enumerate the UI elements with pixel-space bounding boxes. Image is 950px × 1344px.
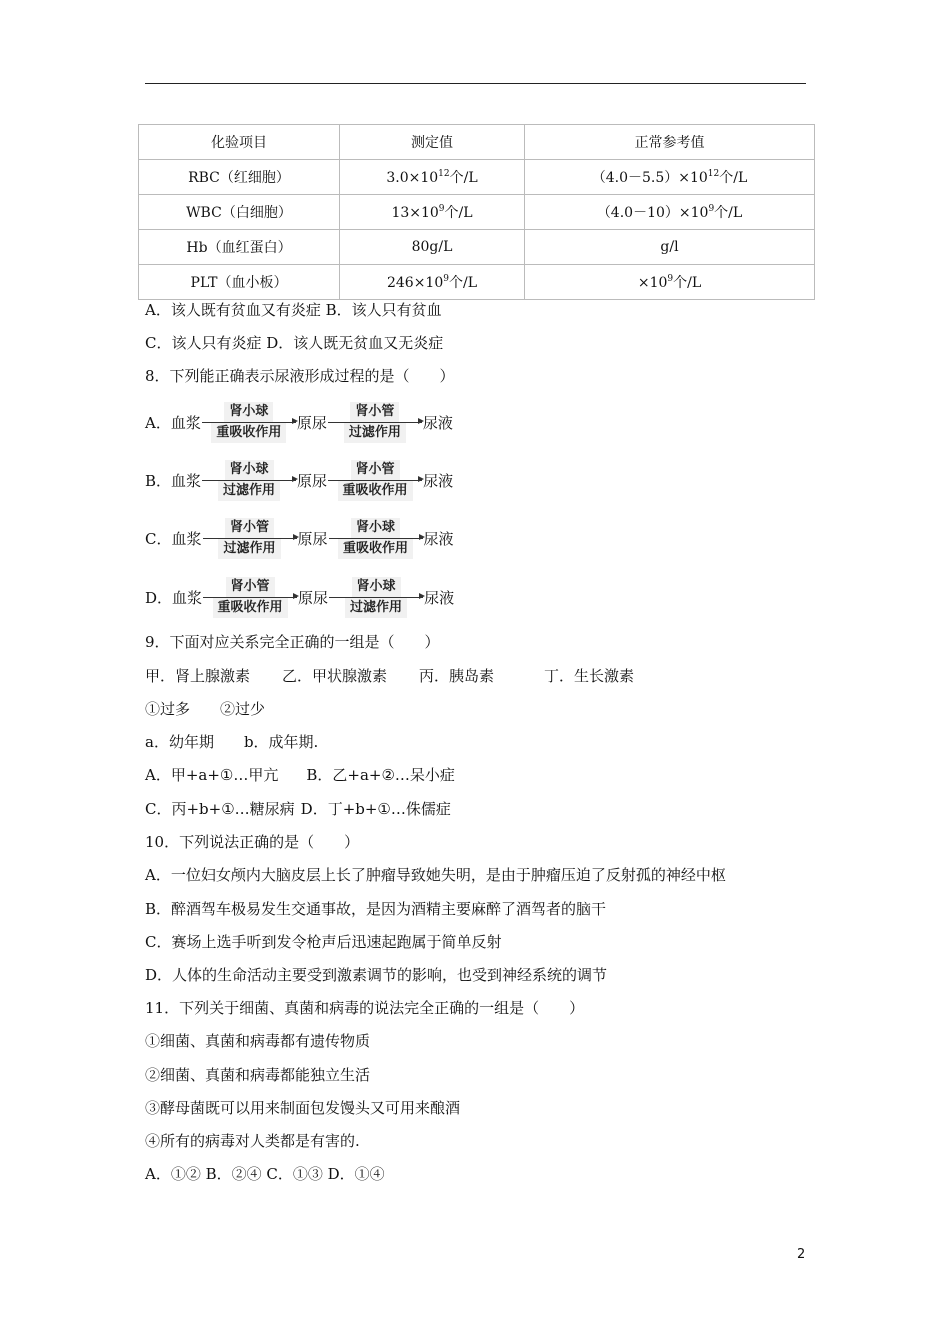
table-cell: Hb（血红蛋白） — [139, 230, 340, 265]
table-cell: RBC（红细胞） — [139, 160, 340, 195]
q10-stem: 10．下列说法正确的是（ ） — [145, 833, 360, 851]
table-row — [139, 160, 815, 195]
q7-options-line1: A．该人既有贫血又有炎症 B．该人只有贫血 — [145, 301, 442, 319]
arrow-label: 肾小球 过滤作用 — [329, 577, 423, 618]
q8-option-b: B． 血浆 肾小球 过滤作用 原尿 肾小管 重吸收作用 尿液 — [145, 458, 453, 502]
q9-periods: a．幼年期 b．成年期. — [145, 733, 319, 751]
header-rule — [145, 83, 806, 84]
arrow-label: 肾小管 过滤作用 — [328, 402, 422, 443]
table-cell: g/l — [525, 230, 815, 265]
table-cell: $(4.0-5.5)\times 10^{12}$个/L — [525, 160, 815, 195]
table-header-row — [139, 125, 815, 160]
table-row — [139, 230, 815, 265]
table-cell: 80g/L — [340, 230, 525, 265]
q11-stem: 11．下列关于细菌、真菌和病毒的说法完全正确的一组是（ ） — [145, 999, 585, 1017]
arrow-label: 肾小管 过滤作用 — [203, 518, 297, 559]
table-cell: $3.0\times 10^{12}$个/L — [340, 160, 525, 195]
table-cell: $\times 10^9$个/L — [525, 265, 815, 300]
arrow-label: 肾小球 过滤作用 — [202, 460, 296, 501]
q11-statement: ④所有的病毒对人类都是有害的. — [145, 1132, 360, 1150]
table-cell: $246\times 10^9$个/L — [340, 265, 525, 300]
q11-options: A．①② B．②④ C．①③ D．①④ — [145, 1165, 385, 1183]
table-header: 测定值 — [340, 125, 525, 160]
q10-option-c: C．赛场上选手听到发令枪声后迅速起跑属于简单反射 — [145, 933, 502, 951]
table-cell: PLT（血小板） — [139, 265, 340, 300]
q10-option-a: A．一位妇女颅内大脑皮层上长了肿瘤导致她失明，是由于肿瘤压迫了反射孤的神经中枢 — [145, 866, 726, 884]
table-cell: WBC（白细胞） — [139, 195, 340, 230]
table-cell: $13\times 10^9$个/L — [340, 195, 525, 230]
q9-amounts: ①过多 ②过少 — [145, 700, 266, 718]
q8-stem: 8．下列能正确表示尿液形成过程的是（ ） — [145, 367, 455, 385]
q7-options-line2: C．该人只有炎症 D．该人既无贫血又无炎症 — [145, 334, 444, 352]
arrow-label: 肾小球 重吸收作用 — [202, 402, 296, 443]
q8-option-d: D． 血浆 肾小管 重吸收作用 原尿 肾小球 过滤作用 尿液 — [145, 575, 454, 619]
q8-option-c: C． 血浆 肾小管 过滤作用 原尿 肾小球 重吸收作用 尿液 — [145, 516, 454, 560]
table-cell: $(4.0-10)\times 10^9$个/L — [525, 195, 815, 230]
q10-option-d: D．人体的生命活动主要受到激素调节的影响，也受到神经系统的调节 — [145, 966, 608, 984]
q9-options-line1: A．甲+a+①…甲亢 B．乙+a+②…呆小症 — [145, 766, 455, 784]
q11-statement: ①细菌、真菌和病毒都有遗传物质 — [145, 1032, 371, 1050]
blood-test-table — [138, 124, 815, 300]
q11-statement: ②细菌、真菌和病毒都能独立生活 — [145, 1066, 371, 1084]
arrow-label: 肾小管 重吸收作用 — [203, 577, 297, 618]
q8-option-a: A． 血浆 肾小球 重吸收作用 原尿 肾小管 过滤作用 尿液 — [145, 400, 453, 444]
q10-option-b: B．醉酒驾车极易发生交通事故，是因为酒精主要麻醉了酒驾者的脑干 — [145, 900, 607, 918]
table-header: 化验项目 — [139, 125, 340, 160]
q9-options-line2: C．丙+b+①…糖尿病 D．丁+b+①…侏儒症 — [145, 800, 451, 818]
table-header: 正常参考值 — [525, 125, 815, 160]
q11-statement: ③酵母菌既可以用来制面包发馒头又可用来酿酒 — [145, 1099, 461, 1117]
arrow-label: 肾小管 重吸收作用 — [328, 460, 422, 501]
table-row — [139, 265, 815, 300]
arrow-label: 肾小球 重吸收作用 — [329, 518, 423, 559]
table-row — [139, 195, 815, 230]
page-number: 2 — [797, 1247, 806, 1262]
q9-stem: 9．下面对应关系完全正确的一组是（ ） — [145, 633, 440, 651]
q9-hormones: 甲．肾上腺激素 乙．甲状腺激素 丙．胰岛素 丁．生长激素 — [145, 667, 635, 685]
